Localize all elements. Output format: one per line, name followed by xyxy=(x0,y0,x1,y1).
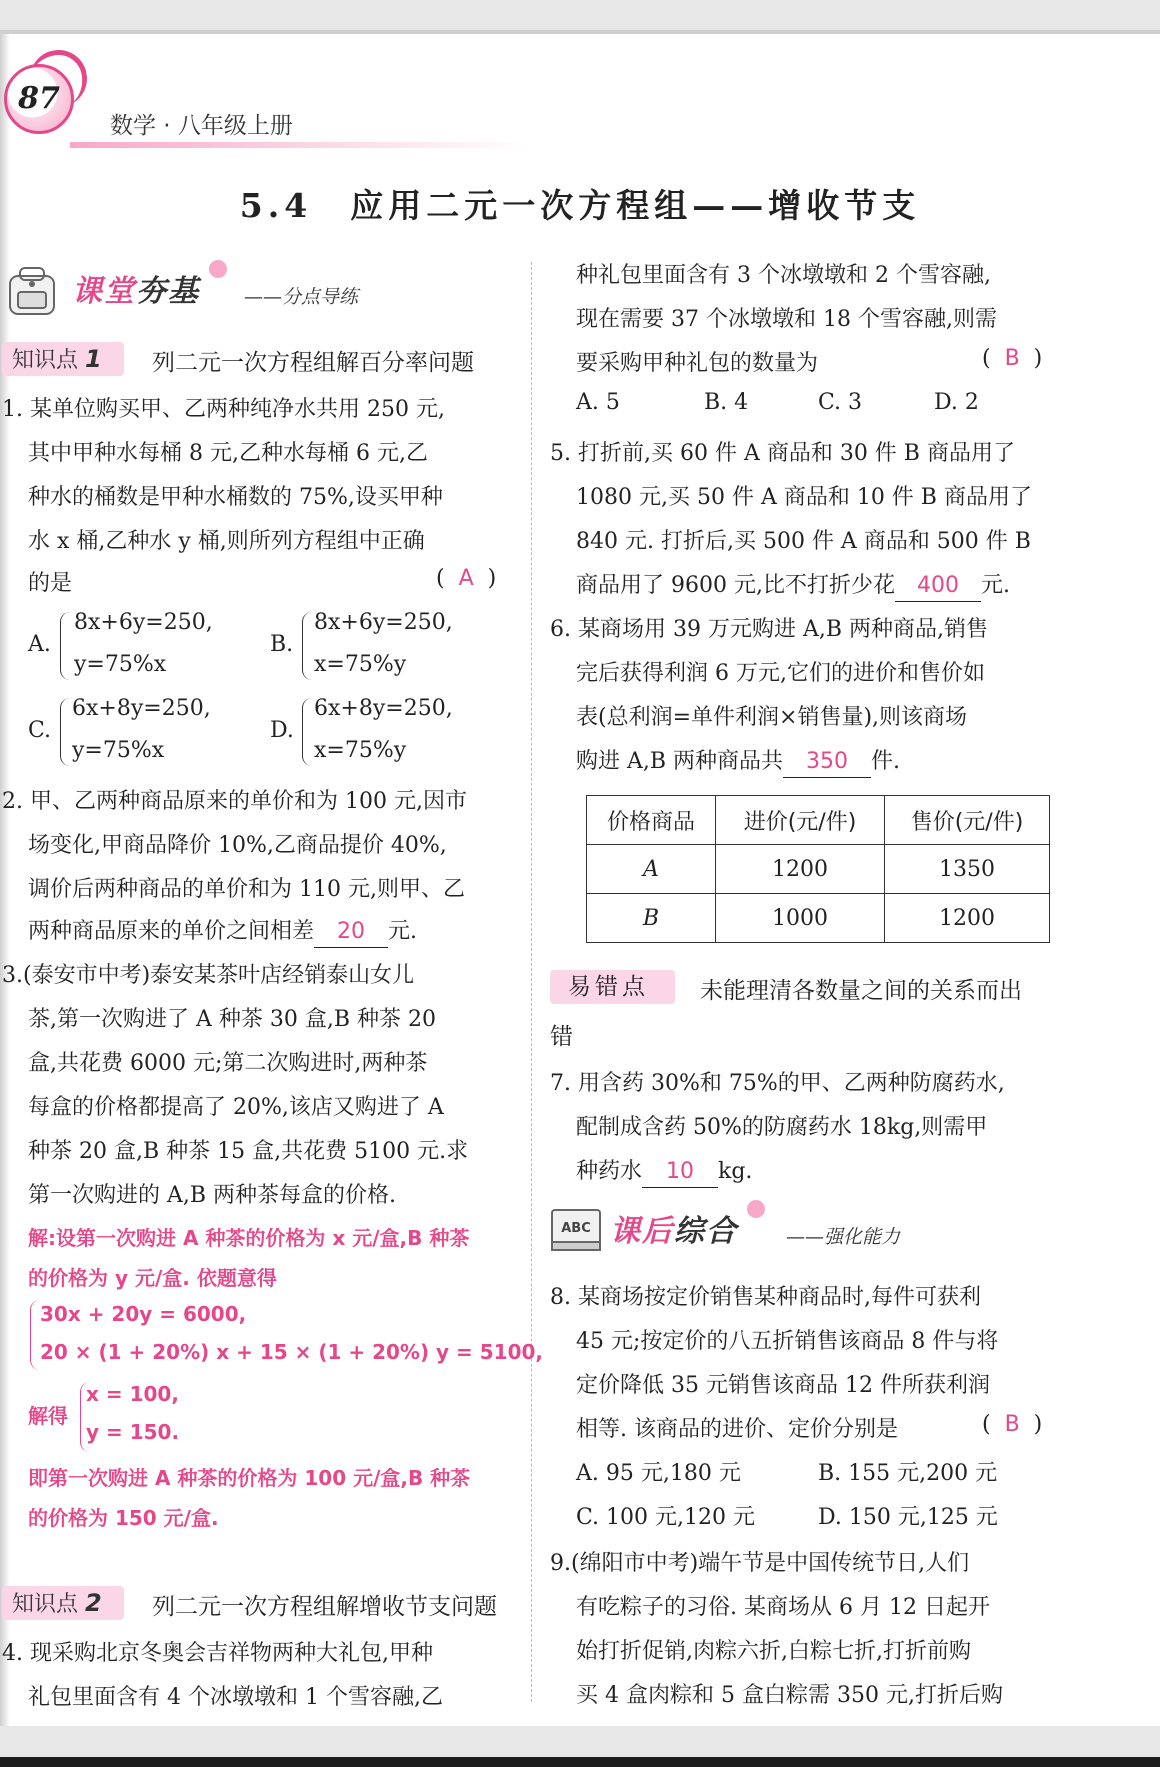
table-row xyxy=(587,894,1050,943)
q4-option: B. 4 xyxy=(704,390,749,415)
q4-option: D. 2 xyxy=(934,390,979,415)
table-cell: 1000 xyxy=(716,894,885,943)
table-header-cell: 价格商品 xyxy=(587,796,716,845)
q2-answer-blank: 20 xyxy=(314,917,388,948)
title-dot-decoration xyxy=(747,1200,765,1218)
backpack-icon xyxy=(4,264,60,316)
section-subtitle: ——分点导练 xyxy=(244,286,359,308)
q2-line: 2. 甲、乙两种商品原来的单价和为 100 元,因市 xyxy=(2,789,467,814)
table-cell: B xyxy=(587,894,716,943)
table-header-row xyxy=(587,796,1050,845)
q3-solution-line: 的价格为 y 元/盒. 依题意得 xyxy=(28,1266,277,1290)
q6-answer-blank: 350 xyxy=(783,747,871,778)
q9-line: 9.(绵阳市中考)端午节是中国传统节日,人们 xyxy=(550,1551,970,1576)
svg-text:ABC: ABC xyxy=(561,1221,591,1236)
table-header-cell: 售价(元/件) xyxy=(885,796,1050,845)
q4-option: C. 3 xyxy=(818,390,863,415)
q1-option-label: C. xyxy=(28,718,52,743)
q2-line: 场变化,甲商品降价 10%,乙商品提价 40%, xyxy=(28,833,447,858)
q3-conclusion: 的价格为 150 元/盒. xyxy=(28,1506,219,1530)
q1-option-eq: y=75%x xyxy=(74,652,167,677)
q5-line: 1080 元,买 50 件 A 商品和 10 件 B 商品用了 xyxy=(576,485,1032,510)
q1-option-label: D. xyxy=(270,718,294,743)
viewer-bottom-bar xyxy=(0,1726,1160,1767)
q1-option-eq: x=75%y xyxy=(314,738,407,763)
q8-line: 45 元;按定价的八五折销售该商品 8 件与将 xyxy=(576,1329,999,1354)
q4-line: 种礼包里面含有 3 个冰墩墩和 2 个雪容融, xyxy=(576,263,991,288)
q3-line: 种茶 20 盒,B 种茶 15 盒,共花费 5100 元.求 xyxy=(28,1139,469,1164)
q4-line: 礼包里面含有 4 个冰墩墩和 1 个雪容融,乙 xyxy=(28,1685,443,1710)
q7-answer-blank: 10 xyxy=(642,1157,718,1188)
table-cell: 1350 xyxy=(885,845,1050,894)
section-subtitle: ——强化能力 xyxy=(786,1226,901,1248)
book-subject: 数学 · 八年级上册 xyxy=(110,113,293,139)
q4-answer: ( B ) xyxy=(982,346,1043,371)
lesson-title: 5.4 应用二元一次方程组——增收节支 xyxy=(239,186,921,225)
page-number: 87 xyxy=(18,81,60,116)
q5-line: 840 元. 打折后,买 500 件 A 商品和 500 件 B xyxy=(576,529,1031,554)
q1-line: 其中甲种水每桶 8 元,乙种水每桶 6 元,乙 xyxy=(28,441,428,466)
q9-line: 始打折促销,肉粽六折,白粽七折,打折前购 xyxy=(576,1639,971,1664)
q1-option-eq: 6x+8y=250, xyxy=(314,696,453,721)
kp-text: 列二元一次方程组解百分率问题 xyxy=(152,350,474,376)
q6-line: 完后获得利润 6 万元,它们的进价和售价如 xyxy=(576,661,985,686)
q9-line: 买 4 盒肉粽和 5 盒白粽需 350 元,打折后购 xyxy=(576,1683,1003,1708)
q8-answer: ( B ) xyxy=(982,1412,1043,1437)
q1-option-eq: y=75%x xyxy=(72,738,165,763)
q1-option-label: A. xyxy=(28,632,51,657)
q8-line: 8. 某商场按定价销售某种商品时,每件可获利 xyxy=(550,1285,981,1310)
q1-option-label: B. xyxy=(270,632,294,657)
q5-answer-blank: 400 xyxy=(895,571,981,602)
q3-line: 第一次购进的 A,B 两种茶每盒的价格. xyxy=(28,1183,397,1208)
q2-line: 两种商品原来的单价之间相差 20 元. xyxy=(28,914,417,948)
q1-answer: ( A ) xyxy=(436,566,497,591)
error-point-text-wrap: 错 xyxy=(550,1024,573,1050)
q1-line: 1. 某单位购买甲、乙两种纯净水共用 250 元, xyxy=(2,397,445,422)
table-header-cell: 进价(元/件) xyxy=(716,796,885,845)
kp-text: 列二元一次方程组解增收节支问题 xyxy=(152,1594,497,1620)
kp-tag: 知识点 1 xyxy=(2,342,124,376)
q5-line: 5. 打折前,买 60 件 A 商品和 30 件 B 商品用了 xyxy=(550,441,1015,466)
q2-line: 调价后两种商品的单价和为 110 元,则甲、乙 xyxy=(28,877,465,902)
q3-line: 每盒的价格都提高了 20%,该店又购进了 A xyxy=(28,1095,444,1120)
q1-option-eq: 8x+6y=250, xyxy=(314,610,453,635)
q1-line: 水 x 桶,乙种水 y 桶,则所列方程组中正确 xyxy=(28,529,425,554)
q3-line: 盒,共花费 6000 元;第二次购进时,两种茶 xyxy=(28,1051,428,1076)
q8-line: 相等. 该商品的进价、定价分别是 xyxy=(576,1417,898,1442)
book-icon xyxy=(548,1204,604,1256)
q6-line: 6. 某商场用 39 万元购进 A,B 两种商品,销售 xyxy=(550,617,988,642)
q1-line: 的是 xyxy=(28,571,73,596)
q7-line: 配制成含药 50%的防腐药水 18kg,则需甲 xyxy=(576,1115,988,1140)
q8-option: A. 95 元,180 元 xyxy=(576,1461,741,1486)
q8-line: 定价降低 35 元销售该商品 12 件所获利润 xyxy=(576,1373,990,1398)
q3-result: x = 100, xyxy=(86,1382,179,1406)
q7-line: 种药水 10 kg. xyxy=(576,1154,752,1188)
table-row xyxy=(587,845,1050,894)
knowledge-point-1 xyxy=(2,340,522,380)
q8-option: B. 155 元,200 元 xyxy=(818,1461,998,1486)
title-dot-decoration xyxy=(209,260,227,278)
table-cell: A xyxy=(587,845,716,894)
error-point-text: 未能理清各数量之间的关系而出 xyxy=(700,978,1022,1004)
q4-line: 4. 现采购北京冬奥会吉祥物两种大礼包,甲种 xyxy=(2,1641,433,1666)
q3-solution-line: 解:设第一次购进 A 种茶的价格为 x 元/盒,B 种茶 xyxy=(28,1226,470,1250)
column-divider xyxy=(531,262,532,1702)
price-table xyxy=(586,795,1050,943)
q3-conclusion: 即第一次购进 A 种茶的价格为 100 元/盒,B 种茶 xyxy=(28,1466,471,1490)
q6-line: 购进 A,B 两种商品共 350 件. xyxy=(576,744,900,778)
q3-line: 3.(泰安市中考)泰安某茶叶店经销泰山女儿 xyxy=(2,963,415,988)
q8-option: C. 100 元,120 元 xyxy=(576,1505,755,1530)
header-underline xyxy=(70,142,530,148)
viewer-top-bar xyxy=(0,0,1160,34)
q4-line: 现在需要 37 个冰墩墩和 18 个雪容融,则需 xyxy=(576,307,997,332)
q5-line: 商品用了 9600 元,比不打折少花 400 元. xyxy=(576,568,1010,602)
page-number-badge xyxy=(4,64,74,134)
brace xyxy=(60,612,73,680)
q4-line: 要采购甲种礼包的数量为 xyxy=(576,351,819,376)
knowledge-point-2 xyxy=(2,1584,522,1624)
q1-line: 种水的桶数是甲种水桶数的 75%,设买甲种 xyxy=(28,485,443,510)
q1-option-eq: 6x+8y=250, xyxy=(72,696,211,721)
q1-option-eq: 8x+6y=250, xyxy=(74,610,213,635)
q3-solve-label: 解得 xyxy=(28,1404,68,1428)
q6-line: 表(总利润=单件利润×销售量),则该商场 xyxy=(576,705,968,730)
section-classroom-header xyxy=(4,260,384,320)
section-title: 课堂夯基 xyxy=(72,274,200,309)
q3-result: y = 150. xyxy=(86,1420,180,1444)
table-cell: 1200 xyxy=(885,894,1050,943)
q1-option-eq: x=75%y xyxy=(314,652,407,677)
q3-solution-eq: 20 × (1 + 20%) x + 15 × (1 + 20%) y = 5100, xyxy=(40,1340,544,1364)
q9-line: 有吃粽子的习俗. 某商场从 6 月 12 日起开 xyxy=(576,1595,990,1620)
section-title: 课后综合 xyxy=(610,1214,738,1249)
q3-line: 茶,第一次购进了 A 种茶 30 盒,B 种茶 20 xyxy=(28,1007,436,1032)
error-point-tag: 易错点 xyxy=(550,970,675,1004)
q3-solution-eq: 30x + 20y = 6000, xyxy=(40,1302,247,1326)
q7-line: 7. 用含药 30%和 75%的甲、乙两种防腐药水, xyxy=(550,1071,1005,1096)
section-after-class-header xyxy=(548,1200,948,1260)
q8-option: D. 150 元,125 元 xyxy=(818,1505,998,1530)
kp-tag: 知识点 2 xyxy=(2,1586,124,1620)
table-cell: 1200 xyxy=(716,845,885,894)
q4-option: A. 5 xyxy=(576,390,620,415)
